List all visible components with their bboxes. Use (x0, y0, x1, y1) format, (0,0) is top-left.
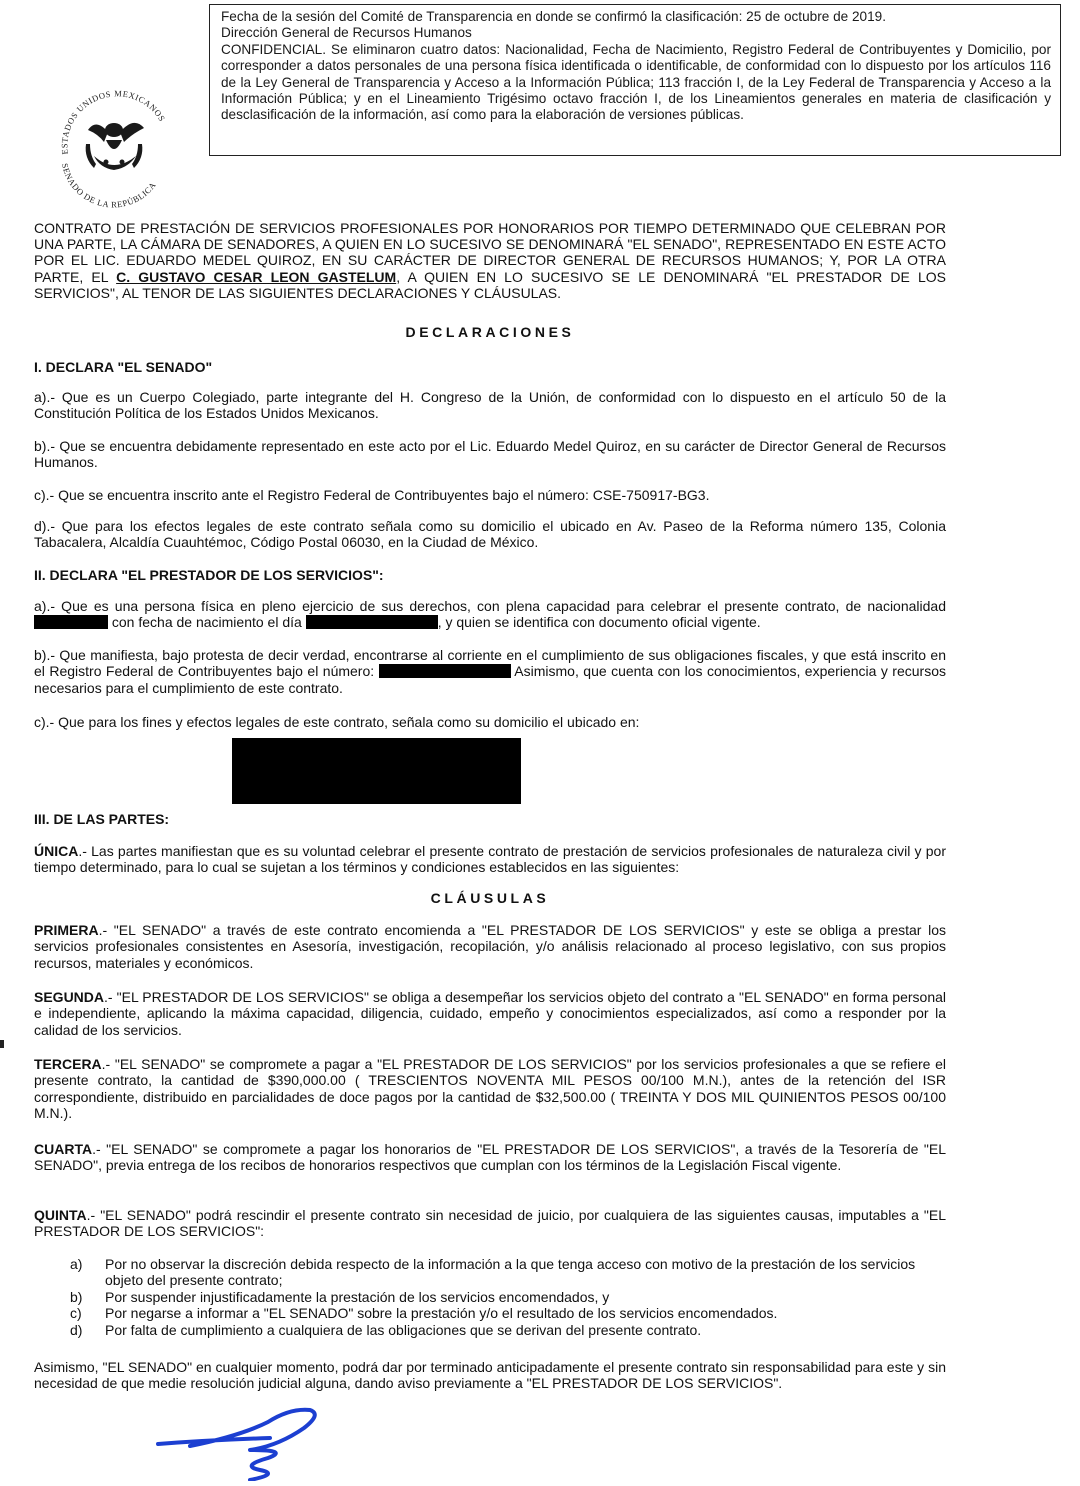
provider-name: C. GUSTAVO CESAR LEON GASTELUM (116, 268, 397, 285)
signature-icon (150, 1400, 330, 1481)
redacted-rfc (379, 664, 511, 678)
prestador-b-text-1: b).- Que manifiesta, bajo protesta de decir verdad, encontrarse al corriente en el cumplimiento de sus obligaciones fiscales, y que está inscrito en el Registro Federal de Contribuyentes bajo el número: (34, 647, 946, 680)
clausula-segunda (34, 989, 946, 1038)
senado-clause-c: c).- Que se encuentra inscrito ante el Registro Federal de Contribuyentes bajo el número: CSE-750917-BG3. (34, 487, 710, 503)
intro-text-1: CONTRATO DE PRESTACIÓN DE SERVICIOS PROFESIONALES POR HONORARIOS POR TIEMPO DETERMINADO QUE CELEBRAN POR UNA PARTE, LA CÁMARA DE SENADORES, A QUIEN EN LO SUCESIVO SE DENOMINARÁ "EL SENADO", REPRESENTADO EN ESTE ACTO POR EL LIC. EDUARDO MEDEL QUIROZ, EN SU CARÁCTER DE DIRECTOR GENERAL DE RECURSOS HUMANOS; Y, POR LA OTRA PARTE, EL (34, 220, 946, 285)
senado-seal-icon (48, 78, 180, 210)
segunda-text: .- "EL PRESTADOR DE LOS SERVICIOS" se obliga a desempeñar los servicios objeto del contrato a "EL SENADO" en forma personal e independiente, aplicando la máxima capacidad, diligencia, cuidado, empeño y conocimientos especializados, así como a responder por la calidad de los servicios. (34, 989, 946, 1038)
partes-unica (34, 843, 946, 876)
seal-bottom-text: SENADO DE LA REPÚBLICA (59, 162, 159, 210)
unica-label: ÚNICA (34, 843, 79, 859)
confidential-date-line: Fecha de la sesión del Comité de Transparencia en donde se confirmó la clasificación: 25 de octubre de 2019. (221, 9, 886, 24)
segunda-label: SEGUNDA (34, 989, 105, 1005)
prestador-a-text-2: con fecha de nacimiento el día (108, 614, 306, 631)
clausula-cuarta (34, 1141, 946, 1174)
clausula-quinta (34, 1207, 946, 1240)
list-item-label: b) (70, 1288, 83, 1305)
prestador-b-text-2: Asimismo, que cuenta con los conocimientos, experiencia y recursos necesarios para el cumplimiento de este contrato. (34, 663, 946, 696)
intro-text-2: , A QUIEN EN LO SUCESIVO SE LE DENOMINARÁ "EL PRESTADOR DE LOS SERVICIOS", AL TENOR DE LAS SIGUIENTES DECLARACIONES Y CLÁUSULAS. (34, 268, 946, 301)
list-item-label: d) (70, 1321, 83, 1338)
quinta-text: .- "EL SENADO" podrá rescindir el presente contrato sin necesidad de juicio, por cualquiera de las siguientes causas, imputables a "EL PRESTADOR DE LOS SERVICIOS": (34, 1207, 946, 1240)
senado-clause-d: d).- Que para los efectos legales de este contrato señala como su domicilio el ubicado en Av. Paseo de la Reforma número 135, Colonia Tabacalera, Alcaldía Cuauhtémoc, Código Postal 06030, en la Ciudad de México. (34, 518, 946, 551)
prestador-a-text-1: a).- Que es una persona física en pleno ejercicio de sus derechos, con plena capacidad para celebrar el presente contrato, de nacionalidad (34, 598, 946, 614)
redacted-nationality (34, 615, 108, 629)
asimismo-paragraph: Asimismo, "EL SENADO" en cualquier momento, podrá dar por terminado anticipadamente el presente contrato sin responsabilidad para este y sin necesidad de que medie resolución judicial alguna, dando aviso previamente a "EL PRESTADOR DE LOS SERVICIOS". (34, 1359, 946, 1392)
senado-clause-b: b).- Que se encuentra debidamente representado en este acto por el Lic. Eduardo Medel Quiroz, en su carácter de Director General de Recursos Humanos. (34, 438, 946, 471)
tercera-label: TERCERA (34, 1056, 102, 1072)
list-item-label: c) (70, 1305, 82, 1322)
clausulas-heading: CLÁUSULAS (430, 890, 550, 906)
list-item (70, 1289, 946, 1305)
section-partes-title: III. DE LAS PARTES: (34, 811, 170, 827)
declaraciones-heading: DECLARACIONES (405, 324, 575, 340)
section-prestador-title: II. DECLARA "EL PRESTADOR DE LOS SERVICIOS": (34, 567, 384, 583)
tercera-text: .- "EL SENADO" se compromete a pagar a "EL PRESTADOR DE LOS SERVICIOS" por los servicios profesionales a que se refiere el presente contrato, la cantidad de $390,000.00 ( TRESCIENTOS NOVENTA MIL PESOS 00/100 M.N.), antes de la retención del ISR correspondiente, distribuido en parcialidades de doce pagos por la cantidad de $32,500.00 ( TREINTA Y DOS MIL QUINIENTOS PESOS 00/100 M.N.). (34, 1056, 946, 1122)
list-item-text: Por negarse a informar a "EL SENADO" sobre la prestación y/o el resultado de los servicios encomendados. (105, 1305, 778, 1322)
margin-mark (0, 1040, 4, 1048)
quinta-label: QUINTA (34, 1207, 87, 1223)
confidential-body: CONFIDENCIAL. Se eliminaron cuatro datos: Nacionalidad, Fecha de Nacimiento, Registro Federal de Contribuyentes y Domicilio, por corresponder a datos personales de una persona física identificada o identificable, de conformidad con lo dispuesto por los artículos 116 de la Ley General de Transparencia y Acceso a la Información Pública; 113 fracción I, de la Ley Federal de Transparencia y Acceso a la Información Pública; y en el Lineamiento Trigésimo octavo fracción I, de los Lineamientos generales en materia de clasificación y desclasificación de la información, así como para la elaboración de versiones públicas. (221, 41, 1051, 123)
confidential-notice-box (209, 4, 1061, 156)
clausula-primera (34, 922, 946, 971)
seal-top-text: ESTADOS UNIDOS MEXICANOS (59, 88, 168, 155)
list-item-text: Por falta de cumplimiento a cualquiera de las obligaciones que se derivan del presente contrato. (105, 1321, 702, 1338)
prestador-clause-a (34, 598, 946, 631)
list-item-text: Por no observar la discreción debida respecto de la información a la que tenga acceso con motivo de la prestación de los servicios objeto del presente contrato; (105, 1256, 916, 1289)
list-item-label: a) (70, 1256, 83, 1272)
cuarta-label: CUARTA (34, 1141, 93, 1157)
redacted-address (232, 738, 521, 804)
contract-intro (34, 220, 946, 301)
cuarta-text: .- "EL SENADO" se compromete a pagar los honorarios de "EL PRESTADOR DE LOS SERVICIOS", a través de la Tesorería de "EL SENADO", previa entrega de los recibos de honorarios respectivos que cumplan con los términos de la Legislación Fiscal vigente. (34, 1141, 946, 1174)
prestador-a-text-3: , y quien se identifica con documento oficial vigente. (437, 614, 761, 631)
list-item (70, 1305, 946, 1321)
confidential-department-line: Dirección General de Recursos Humanos (221, 25, 472, 41)
list-item (70, 1322, 946, 1338)
causas-list (70, 1256, 946, 1338)
redacted-birthdate (306, 615, 438, 629)
primera-text: .- "EL SENADO" a través de este contrato encomienda a "EL PRESTADOR DE LOS SERVICIOS" y este se obliga a prestar los servicios profesionales consistentes en Asesoría, investigación, recopilación, y/o análisis relacionado al proceso legislativo, con sus propios recursos, materiales y económicos. (34, 922, 946, 971)
clausula-tercera (34, 1056, 946, 1122)
section-senado-title: I. DECLARA "EL SENADO" (34, 359, 213, 375)
unica-text: .- Las partes manifiestan que es su voluntad celebrar el presente contrato de prestación de servicios profesionales de naturaleza civil y por tiempo determinado, para lo cual se sujetan a los términos y condiciones establecidos en las siguientes: (34, 843, 946, 876)
list-item (70, 1256, 946, 1289)
list-item-text: Por suspender injustificadamente la prestación de los servicios encomendados, y (105, 1288, 610, 1305)
primera-label: PRIMERA (34, 922, 99, 938)
svg-text:SENADO DE LA REPÚBLICA (60, 162, 158, 209)
prestador-clause-b (34, 647, 946, 696)
prestador-clause-c: c).- Que para los fines y efectos legales de este contrato, señala como su domicilio el ubicado en: (34, 714, 640, 730)
senado-clause-a: a).- Que es un Cuerpo Colegiado, parte integrante del H. Congreso de la Unión, de conformidad con lo dispuesto en el artículo 50 de la Constitución Política de los Estados Unidos Mexicanos. (34, 389, 946, 422)
